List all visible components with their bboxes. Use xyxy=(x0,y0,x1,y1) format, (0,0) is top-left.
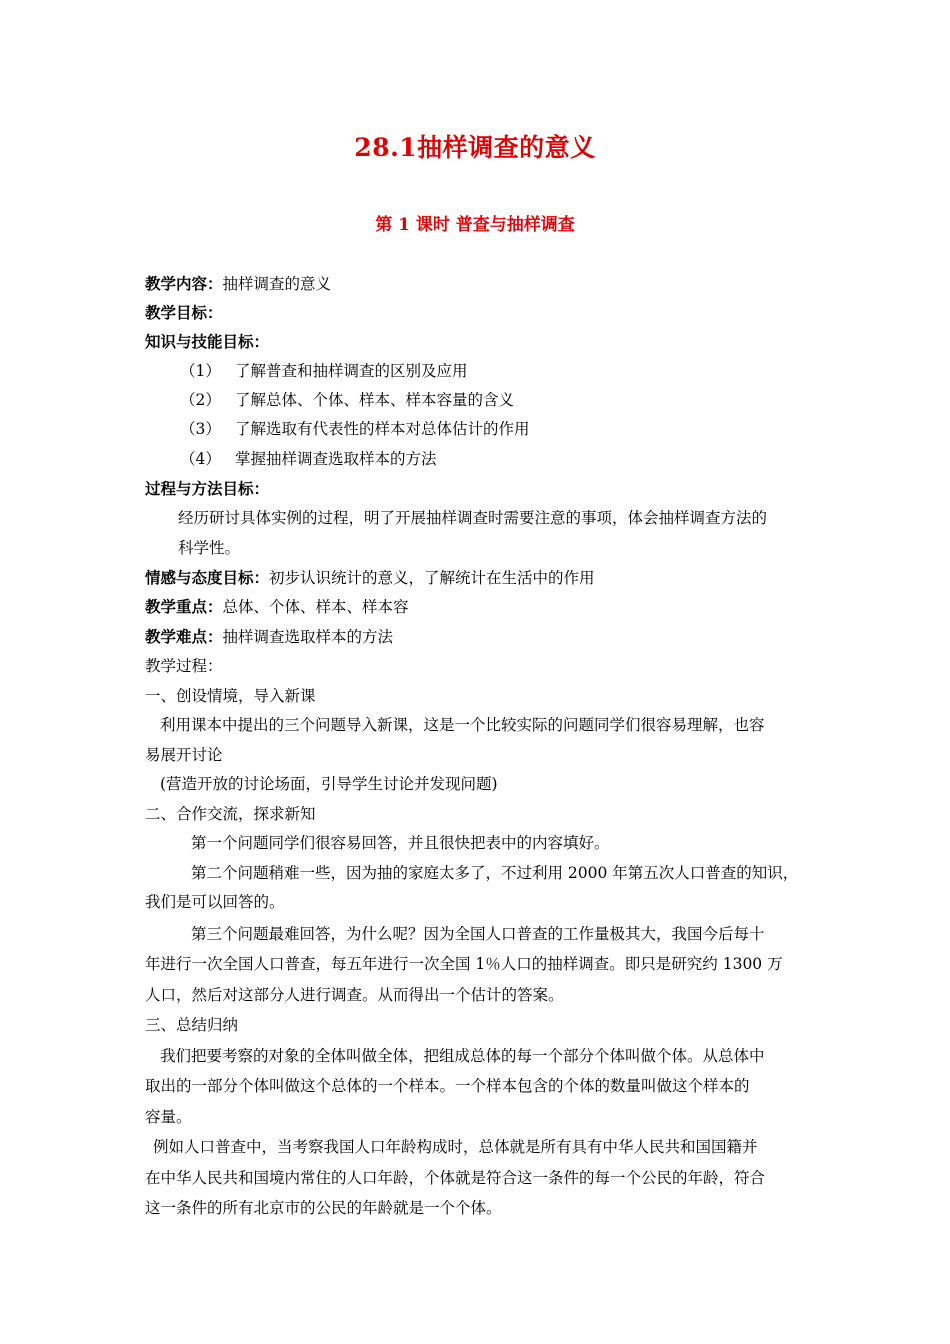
paragraph: 在中华人民共和国境内常住的人口年龄，个体就是符合这一条件的每一个公民的年龄，符合 xyxy=(145,1169,766,1187)
paragraph: 第二个问题稍难一些，因为抽的家庭太多了，不过利用 2000 年第五次人口普查的知识， xyxy=(191,864,799,882)
knowledge-item: （1） 了解普查和抽样调查的区别及应用 xyxy=(180,362,468,380)
knowledge-item: （2） 了解总体、个体、样本、样本容量的含义 xyxy=(180,391,515,409)
paragraph: 第一个问题同学们很容易回答，并且很快把表中的内容填好。 xyxy=(191,834,610,852)
paragraph: 我们是可以回答的。 xyxy=(145,893,285,911)
paragraph: 第三个问题最难回答，为什么呢？因为全国人口普查的工作量极其大，我国今后每十 xyxy=(191,925,765,943)
process-goals-text: 经历研讨具体实例的过程，明了开展抽样调查时需要注意的事项，体会抽样调查方法的 xyxy=(178,509,768,527)
paragraph: (营造开放的讨论场面，引导学生讨论并发现问题) xyxy=(160,775,498,793)
procedure-heading: 教学过程： xyxy=(145,657,223,675)
section-heading: 三、总结归纳 xyxy=(145,1016,239,1034)
teaching-goals-label: 教学目标 xyxy=(145,303,208,322)
paragraph: 年进行一次全国人口普查，每五年进行一次全国 1％人口的抽样调查。即只是研究约 1300 万 xyxy=(145,955,783,973)
process-goals: 过程与方法目标： xyxy=(145,479,270,498)
difficulty-label: 教学难点 xyxy=(145,627,208,646)
knowledge-goals-label: 知识与技能目标 xyxy=(145,332,254,351)
section-heading: 一、创设情境，导入新课 xyxy=(145,687,316,705)
paragraph: 易展开讨论 xyxy=(145,746,223,764)
section-heading: 二、合作交流，探求新知 xyxy=(145,805,316,823)
paragraph: 例如人口普查中，当考察我国人口年龄构成时，总体就是所有具有中华人民共和国国籍并 xyxy=(153,1138,758,1156)
paragraph: 这一条件的所有北京市的公民的年龄就是一个个体。 xyxy=(145,1199,502,1217)
teaching-content-label: 教学内容 xyxy=(145,274,208,293)
key-point: 教学重点：总体、个体、样本、样本容 xyxy=(145,597,409,616)
paragraph: 利用课本中提出的三个问题导入新课，这是一个比较实际的问题同学们很容易理解，也容 xyxy=(160,716,765,734)
teaching-content: 教学内容：抽样调查的意义 xyxy=(145,274,332,293)
emotion-goals: 情感与态度目标：初步认识统计的意义，了解统计在生活中的作用 xyxy=(145,568,595,587)
key-point-label: 教学重点 xyxy=(145,597,208,616)
paragraph: 容量。 xyxy=(145,1108,192,1126)
process-goals-text: 科学性。 xyxy=(178,539,241,557)
paragraph: 取出的一部分个体叫做这个总体的一个样本。一个样本包含的个体的数量叫做这个样本的 xyxy=(145,1077,750,1095)
knowledge-item: （3） 了解选取有代表性的样本对总体估计的作用 xyxy=(180,420,530,438)
emotion-goals-label: 情感与态度目标 xyxy=(145,568,254,587)
paragraph: 我们把要考察的对象的全体叫做全体，把组成总体的每一个部分个体叫做个体。从总体中 xyxy=(160,1047,765,1065)
process-goals-label: 过程与方法目标 xyxy=(145,479,254,498)
teaching-goals: 教学目标： xyxy=(145,303,223,322)
knowledge-goals: 知识与技能目标： xyxy=(145,332,270,351)
knowledge-item: （4） 掌握抽样调查选取样本的方法 xyxy=(180,450,437,468)
difficulty: 教学难点：抽样调查选取样本的方法 xyxy=(145,627,394,646)
page-title: 28.1抽样调查的意义 xyxy=(354,133,596,162)
paragraph: 人口，然后对这部分人进行调查。从而得出一个估计的答案。 xyxy=(145,986,564,1004)
teaching-content-text: 抽样调查的意义 xyxy=(222,275,332,293)
lesson-subtitle: 第 1 课时 普查与抽样调查 xyxy=(375,215,575,235)
